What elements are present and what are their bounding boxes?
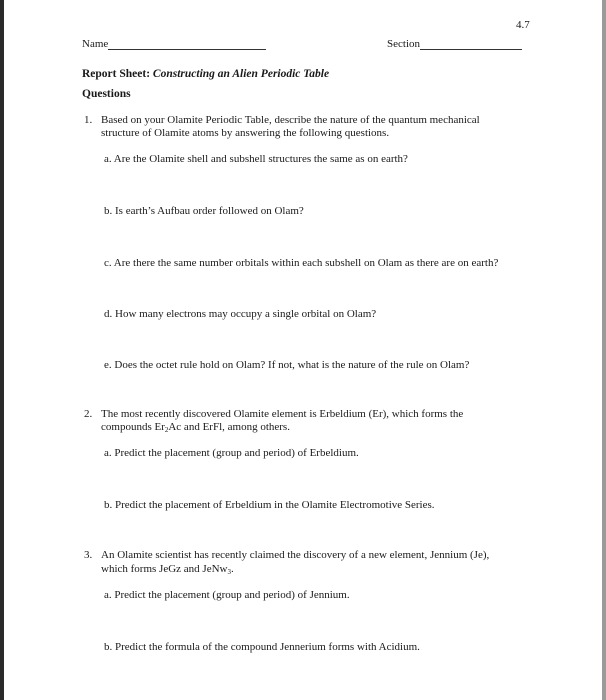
q3-part-a: a. Predict the placement (group and period) of Jennium. [104, 589, 350, 601]
header-row [82, 38, 522, 50]
q1-number: 1. [84, 114, 93, 126]
q3-part-b: b. Predict the formula of the compound Jennerium forms with Acidium. [104, 641, 420, 653]
q2-number: 2. [84, 408, 93, 420]
q1-part-b: b. Is earth’s Aufbau order followed on Olam? [104, 205, 304, 217]
document-page [4, 0, 602, 700]
page-number: 4.7 [516, 19, 530, 31]
q1-text-line2: structure of Olamite atoms by answering the following questions. [101, 127, 390, 139]
q2-text-line2: compounds $Er_2Ac$ and ErFl, among others. [101, 421, 290, 434]
report-title: Report Sheet: Constructing an Alien Periodic Table [82, 68, 330, 80]
q1-part-d: d. How many electrons may occupy a single orbital on Olam? [104, 308, 377, 320]
q3-text-line1: An Olamite scientist has recently claimed the discovery of a new element, Jennium (Je), [101, 549, 490, 561]
q2-part-a: a. Predict the placement (group and period) of Erbeldium. [104, 447, 359, 459]
q2-part-b: b. Predict the placement of Erbeldium in the Olamite Electromotive Series. [104, 499, 435, 511]
questions-heading: Questions [82, 88, 131, 100]
page-edge-right [602, 0, 606, 700]
q2-text-line1: The most recently discovered Olamite element is Erbeldium (Er), which forms the [101, 408, 464, 420]
q1-part-a: a. Are the Olamite shell and subshell structures the same as on earth? [104, 153, 408, 165]
q3-number: 3. [84, 549, 93, 561]
name-label: Name [82, 38, 109, 50]
q3-text-line2: which forms JeGz and JeNw$_3$. [101, 563, 234, 576]
q1-text-line1: Based on your Olamite Periodic Table, describe the nature of the quantum mechanical [101, 114, 480, 126]
name-blank-line [108, 39, 266, 50]
q1-part-e: e. Does the octet rule hold on Olam? If not, what is the nature of the rule on Olam? [104, 359, 470, 371]
section-blank-line [420, 39, 522, 50]
q1-part-c: c. Are there the same number orbitals within each subshell on Olam as there are on earth? [104, 257, 499, 269]
section-label: Section [387, 38, 421, 50]
